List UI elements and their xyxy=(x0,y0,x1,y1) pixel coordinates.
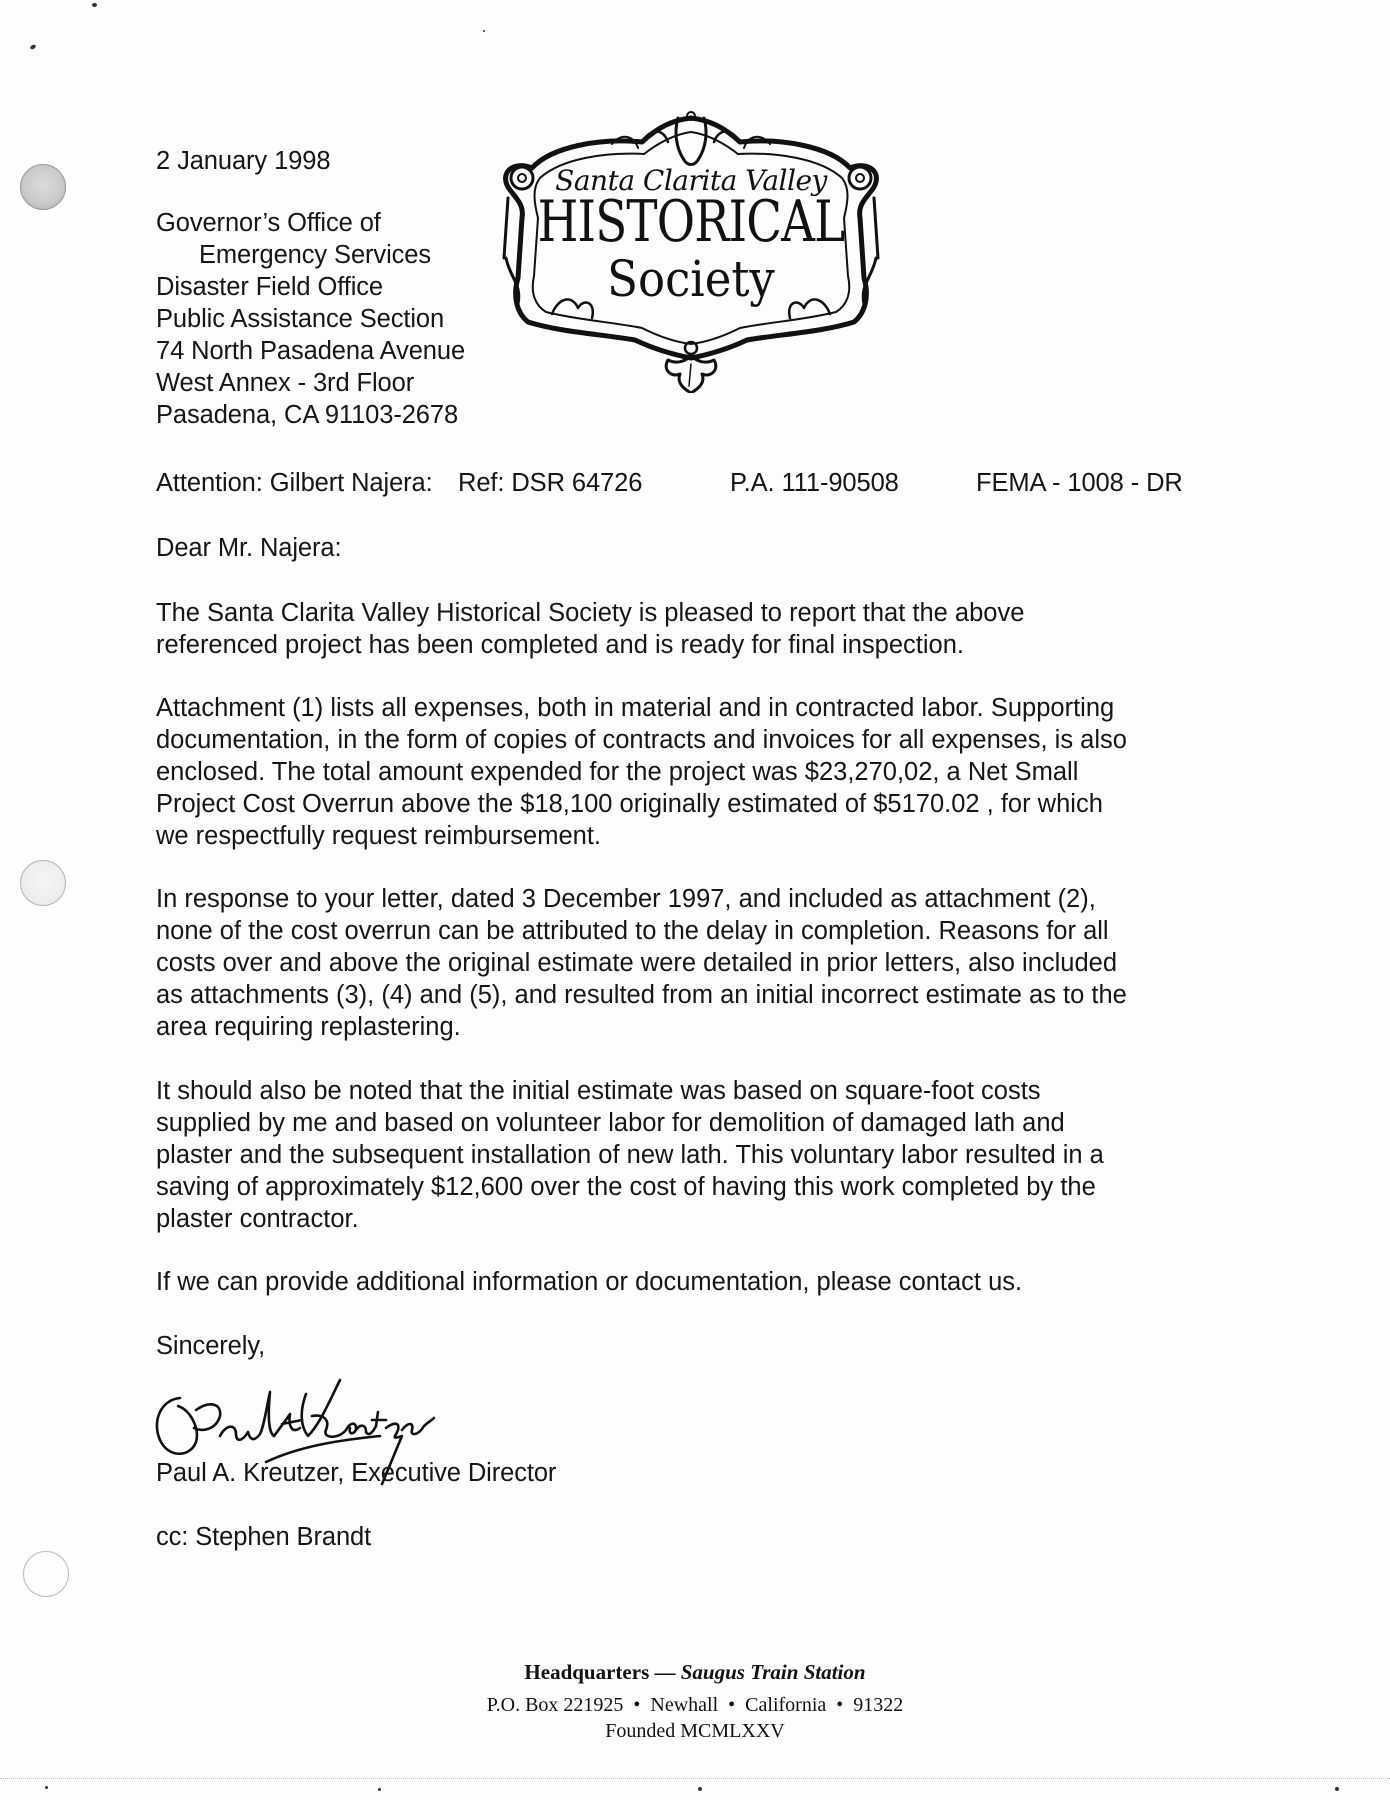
punch-hole-bottom xyxy=(23,1551,69,1597)
scan-speck xyxy=(45,1786,48,1789)
footer-headquarters xyxy=(0,1660,1390,1685)
address-line: 74 North Pasadena Avenue xyxy=(156,337,466,365)
scan-edge-line xyxy=(0,1778,1390,1779)
scan-speck xyxy=(29,44,36,50)
logo-line-historical: HISTORICAL xyxy=(537,189,845,255)
punch-hole-middle xyxy=(20,860,66,906)
attention-recipient: Attention: Gilbert Najera: xyxy=(156,469,433,497)
signatory-name-title: Paul A. Kreutzer, Executive Director xyxy=(156,1459,557,1487)
paragraph-line: referenced project has been completed and is ready for final inspection. xyxy=(156,631,964,659)
footer-hq-place: Saugus Train Station xyxy=(680,1660,866,1684)
address-line: Emergency Services xyxy=(199,241,432,269)
paragraph-line: plaster contractor. xyxy=(156,1205,359,1233)
paragraph-line: we respectfully request reimbursement. xyxy=(156,822,602,850)
reference-pa: P.A. 111-90508 xyxy=(730,469,899,497)
paragraph-line: none of the cost overrun can be attributed to the delay in completion. Reasons for all xyxy=(156,917,1109,945)
body-paragraph xyxy=(156,1075,1246,1235)
paragraph-line: costs over and above the original estimate were detailed in prior letters, also included xyxy=(156,949,1118,977)
address-line: Pasadena, CA 91103-2678 xyxy=(156,401,459,429)
paragraph-line: supplied by me and based on volunteer labor for demolition of damaged lath and xyxy=(156,1109,1065,1137)
carbon-copy: cc: Stephen Brandt xyxy=(156,1523,372,1551)
body-paragraph xyxy=(156,883,1246,1043)
footer-hq-label: Headquarters — xyxy=(524,1660,681,1684)
scan-speck xyxy=(378,1788,381,1791)
body-paragraph xyxy=(156,1266,1246,1298)
paragraph-line: enclosed. The total amount expended for the project was $23,270,02, a Net Small xyxy=(156,758,1079,786)
paragraph-line: area requiring replastering. xyxy=(156,1013,461,1041)
paragraph-line: Project Cost Overrun above the $18,100 originally estimated of $5170.02 , for which xyxy=(156,790,1103,818)
paragraph-line: Attachment (1) lists all expenses, both in material and in contracted labor. Supporting xyxy=(156,694,1115,722)
paragraph-line: If we can provide additional information or documentation, please contact us. xyxy=(156,1268,1023,1296)
reference-dsr: Ref: DSR 64726 xyxy=(458,469,643,497)
historical-society-logo xyxy=(492,108,890,393)
reference-fema: FEMA - 1008 - DR xyxy=(976,469,1183,497)
paragraph-line: as attachments (3), (4) and (5), and resulted from an initial incorrect estimate as to the xyxy=(156,981,1127,1009)
scan-speck xyxy=(92,3,97,7)
scan-speck xyxy=(698,1787,702,1791)
address-line: Public Assistance Section xyxy=(156,305,445,333)
address-line: Governor’s Office of xyxy=(156,209,381,237)
footer-founded: Founded MCMLXXV xyxy=(605,1720,785,1742)
salutation: Dear Mr. Najera: xyxy=(156,534,342,562)
paragraph-line: saving of approximately $12,600 over the cost of having this work completed by the xyxy=(156,1173,1096,1201)
footer-address: P.O. Box 221925 • Newhall • California • 91322 xyxy=(486,1694,904,1716)
logo-line-santa-clarita-valley: Santa Clarita Valley xyxy=(555,164,827,197)
paragraph-line: The Santa Clarita Valley Historical Society is pleased to report that the above xyxy=(156,599,1025,627)
paragraph-line: plaster and the subsequent installation of new lath. This voluntary labor resulted in a xyxy=(156,1141,1104,1169)
paragraph-line: It should also be noted that the initial estimate was based on square-foot costs xyxy=(156,1077,1041,1105)
scan-speck xyxy=(1335,1787,1339,1791)
paragraph-line: In response to your letter, dated 3 December 1997, and included as attachment (2), xyxy=(156,885,1096,913)
logo-line-society: Society xyxy=(607,250,775,308)
body-paragraph xyxy=(156,597,1246,661)
letter-date: 2 January 1998 xyxy=(156,147,331,175)
body-paragraph xyxy=(156,692,1246,852)
paragraph-line: documentation, in the form of copies of contracts and invoices for all expenses, is also xyxy=(156,726,1127,754)
scan-speck xyxy=(483,30,485,32)
closing: Sincerely, xyxy=(156,1332,266,1360)
address-line: West Annex - 3rd Floor xyxy=(156,369,415,397)
recipient-address xyxy=(156,207,465,431)
address-line: Disaster Field Office xyxy=(156,273,384,301)
punch-hole-top xyxy=(20,164,66,210)
